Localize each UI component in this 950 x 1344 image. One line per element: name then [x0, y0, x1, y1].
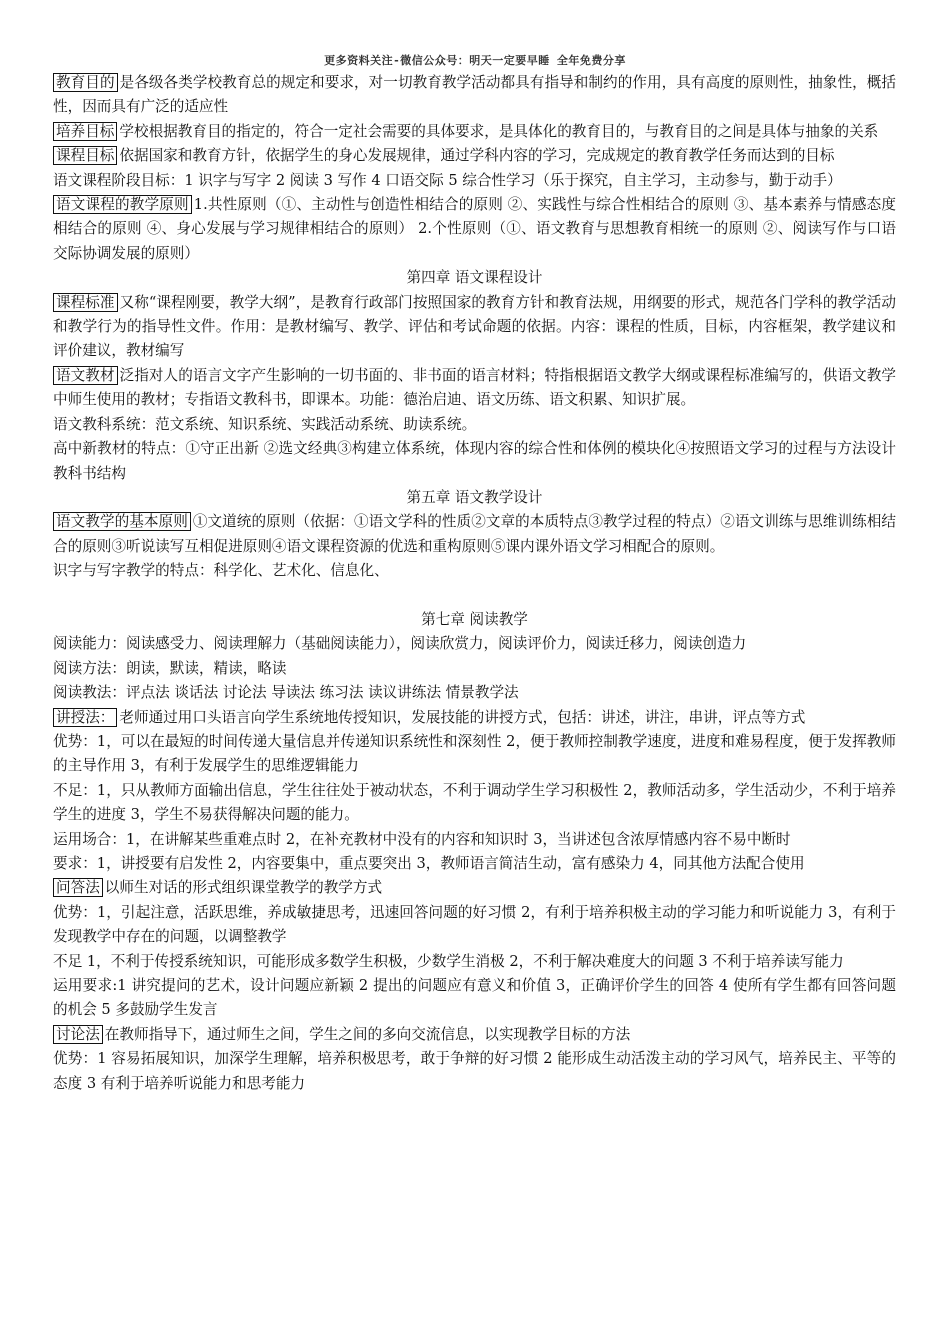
paragraph-text: 依据国家和教育方针，依据学生的身心发展规律，通过学科内容的学习，完成规定的教育教学任务而达到的目标	[119, 147, 835, 165]
blank-line	[53, 584, 896, 608]
definition-paragraph	[53, 706, 896, 730]
boxed-term: 讨论法	[53, 1025, 103, 1044]
boxed-term: 语文教材	[53, 366, 118, 385]
text-paragraph	[53, 559, 896, 583]
paragraph-text: 不足 1，不利于传授系统知识，可能形成多数学生积极，少数学生消极 2，不利于解决难度大的问题 3 不利于培养读写能力	[53, 952, 844, 970]
definition-paragraph	[53, 144, 896, 168]
boxed-term: 讲授法：	[53, 708, 117, 727]
boxed-term: 语文教学的基本原则	[53, 512, 191, 531]
text-paragraph	[53, 901, 896, 950]
boxed-term: 培养目标	[53, 122, 117, 141]
boxed-term: 语文课程的教学原则	[53, 195, 192, 214]
paragraph-text: 1.共性原则（①、主动性与创造性相结合的原则 ②、实践性与综合性相结合的原则 ③、基本素养与情感态度相结合的原则 ④、身心发展与学习规律相结合的原则） 2.个性原则（①、语文教育与思想教育相统一的原则 ②、阅读写作与口语交际协调发展的原则）	[53, 196, 896, 262]
chapter-heading: 第四章 语文课程设计	[406, 269, 543, 287]
definition-paragraph	[53, 364, 896, 413]
text-paragraph	[53, 828, 896, 852]
boxed-term: 问答法	[53, 878, 103, 897]
chapter-heading: 第五章 语文教学设计	[406, 488, 543, 506]
paragraph-text: 高中新教材的特点：①守正出新 ②选文经典③构建立体系统，体现内容的综合性和体例的模块化④按照语文学习的过程与方法设计教科书结构	[53, 440, 896, 482]
page-header: 更多资料关注-微信公众号：明天一定要早睡 全年免费分享	[324, 54, 626, 67]
text-paragraph	[53, 413, 896, 437]
definition-paragraph	[53, 291, 896, 364]
paragraph-text: 又称“课程刚要，教学大纲”，是教育行政部门按照国家的教育方针和教育法规，用纲要的形式，规范各门学科的教学活动和教学行为的指导性文件。作用：是教材编写、教学、评估和考试命题的依据。内容：课程的性质，目标，内容框架，教学建议和评价建议，教材编写	[53, 293, 896, 360]
paragraph-text: 泛指对人的语言文字产生影响的一切书面的、非书面的语言材料；特指根据语文教学大纲或课程标准编写的，供语文教学中师生使用的教材；专指语文教科书，即课本。功能：德治启迪、语文历练、语文积累、知识扩展。	[53, 366, 896, 409]
text-paragraph	[53, 779, 896, 828]
text-paragraph	[53, 730, 896, 779]
paragraph-text: 学校根据教育目的指定的，符合一定社会需要的具体要求，是具体化的教育目的，与教育目的之间是具体与抽象的关系	[119, 122, 879, 140]
text-paragraph	[53, 437, 896, 486]
definition-paragraph	[53, 1023, 896, 1047]
paragraph-text: 优势：1，可以在最短的时间传递大量信息并传递知识系统性和深刻性 2，便于教师控制教学速度，进度和难易程度，便于发挥教师的主导作用 3，有利于发展学生的思维逻辑能力	[53, 732, 896, 775]
paragraph-text: 阅读教法：评点法 谈话法 讨论法 导读法 练习法 读议讲练法 情景教学法	[53, 684, 519, 702]
paragraph-text: 以师生对话的形式组织课堂教学的教学方式	[104, 879, 383, 897]
definition-paragraph	[53, 193, 896, 266]
text-paragraph	[53, 852, 896, 876]
paragraph-text: 要求：1，讲授要有启发性 2，内容要集中，重点要突出 3，教师语言简洁生动，富有感染力 4，同其他方法配合使用	[53, 854, 805, 872]
paragraph-text: 阅读方法：朗读，默读，精读，略读	[53, 659, 287, 677]
boxed-term: 课程目标	[53, 146, 117, 165]
paragraph-text: 是各级各类学校教育总的规定和要求，对一切教育教学活动都具有指导和制约的作用，具有高度的原则性，抽象性，概括性，因而具有广泛的适应性	[53, 74, 896, 116]
paragraph-text: ①文道统的原则（依据：①语文学科的性质②文章的本质特点③教学过程的特点）②语文训练与思维训练相结合的原则③听说读写互相促进原则④语文课程资源的优选和重构原则⑤课内课外语文学习相配合的原则。	[53, 513, 896, 555]
paragraph-text: 识字与写字教学的特点：科学化、艺术化、信息化、	[53, 562, 389, 580]
text-paragraph	[53, 950, 896, 974]
text-paragraph	[53, 1047, 896, 1096]
boxed-term: 课程标准	[53, 293, 118, 312]
chapter-heading: 第七章 阅读教学	[421, 610, 528, 628]
document-body	[53, 71, 896, 1096]
text-paragraph	[53, 657, 896, 681]
text-paragraph	[53, 169, 896, 193]
paragraph-text: 优势：1 容易拓展知识，加深学生理解，培养积极思考，敢于争辩的好习惯 2 能形成生动活泼主动的学习风气，培养民主、平等的态度 3 有利于培养听说能力和思考能力	[53, 1050, 896, 1092]
paragraph-text: 在教师指导下，通过师生之间，学生之间的多向交流信息，以实现教学目标的方法	[104, 1025, 631, 1043]
definition-paragraph	[53, 510, 896, 559]
paragraph-text: 语文教科系统：范文系统、知识系统、实践活动系统、助读系统。	[53, 415, 477, 433]
definition-paragraph	[53, 71, 896, 120]
text-paragraph	[53, 974, 896, 1023]
text-paragraph	[53, 681, 896, 705]
paragraph-text: 优势：1，引起注意，活跃思维，养成敏捷思考，迅速回答问题的好习惯 2，有利于培养积极主动的学习能力和听说能力 3，有利于发现教学中存在的问题，以调整教学	[53, 903, 896, 946]
definition-paragraph	[53, 876, 896, 900]
paragraph-text: 阅读能力：阅读感受力、阅读理解力（基础阅读能力），阅读欣赏力，阅读评价力，阅读迁移力，阅读创造力	[53, 635, 747, 653]
paragraph-text: 运用场合：1，在讲解某些重难点时 2，在补充教材中没有的内容和知识时 3，当讲述包含浓厚情感内容不易中断时	[53, 830, 791, 848]
paragraph-text: 不足：1，只从教师方面输出信息，学生往往处于被动状态，不利于调动学生学习积极性 2，教师活动多，学生活动少，不利于培养学生的进度 3，学生不易获得解决问题的能力。	[53, 781, 896, 824]
boxed-term: 教育目的	[53, 73, 118, 92]
text-paragraph	[53, 632, 896, 656]
paragraph-text: 运用要求:1 讲究提问的艺术，设计问题应新颖 2 提出的问题应有意义和价值 3，正确评价学生的回答 4 使所有学生都有回答问题的机会 5 多鼓励学生发言	[53, 977, 896, 1019]
paragraph-text: 语文课程阶段目标：1 识字与写字 2 阅读 3 写作 4 口语交际 5 综合性学习（乐于探究，自主学习，主动参与，勤于动手）	[53, 171, 842, 189]
paragraph-text: 老师通过用口头语言向学生系统地传授知识，发展技能的讲授方式，包括：讲述，讲注，串讲，评点等方式	[119, 708, 806, 726]
definition-paragraph	[53, 120, 896, 144]
